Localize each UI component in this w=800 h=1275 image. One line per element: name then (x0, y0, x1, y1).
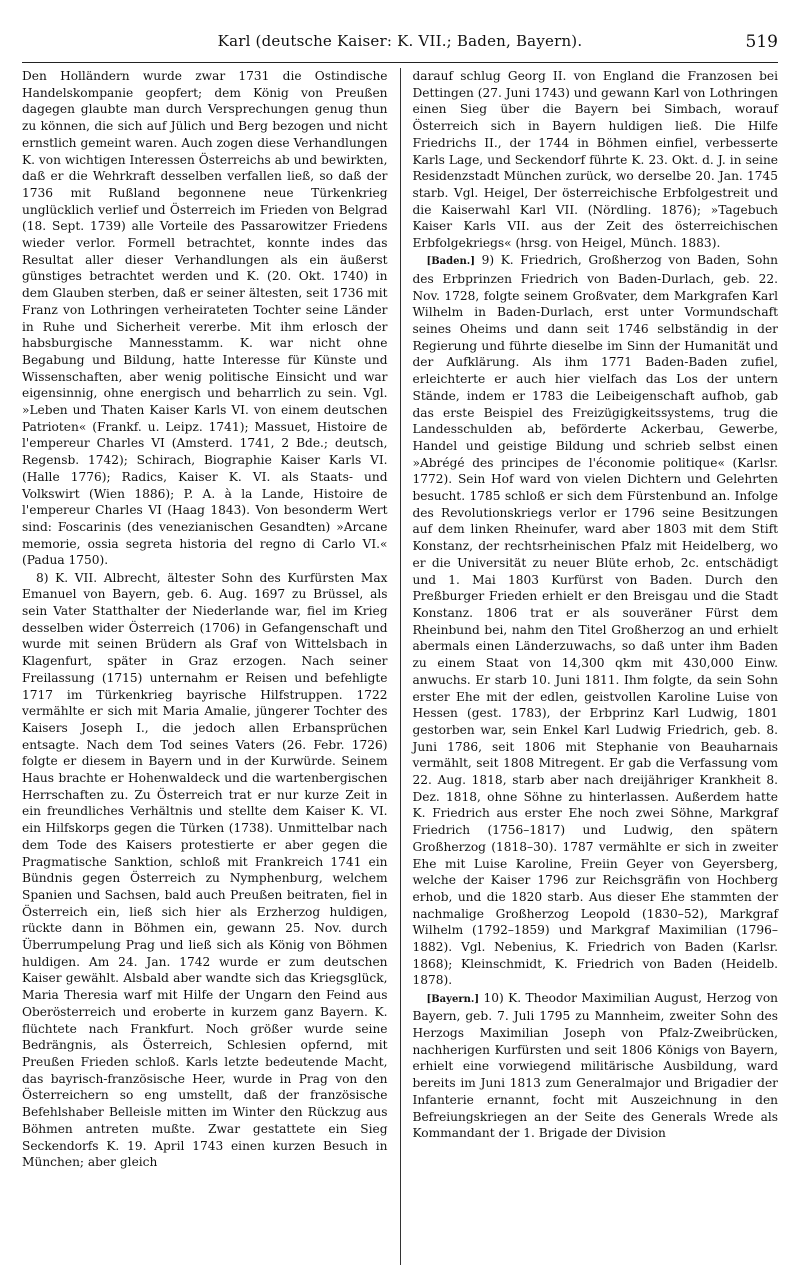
paragraph-karl-friedrich-baden (413, 252, 779, 989)
right-column (413, 68, 779, 1265)
karl-friedrich-text: 9) K. Friedrich, Großherzog von Baden, Sohn des Erbprinzen Friedrich von Baden-Durlach, geb. 22. Nov. 1728, folgte seinem Großvater, dem Markgrafen Karl Wilhelm in Baden-Durlach, erst unter Vormundschaft seines Oheims und dann seit 1746 selbständig in der Regierung und führte dieselbe im Sinn der Humanität und der Aufklärung. Als ihm 1771 Baden-Baden zufiel, erleichterte er auch hier vielfach das Los der untern Stände, indem er 1783 die Leibeigenschaft aufhob, gab das erste Beispiel des Freizügigkeitssystems, trug die Landesschulden ab, beförderte Ackerbau, Gewerbe, Handel und geistige Bildung und schrieb selbst einen »Abrégé des principes de l'économie politique« (Karlsr. 1772). Sein Hof ward von vielen Dichtern und Gelehrten besucht. 1785 schloß er sich dem Fürstenbund an. Infolge des Revolutionskriegs verlor er 1796 seine Besitzungen auf dem linken Rheinufer, ward aber 1803 mit dem Stift Konstanz, der rechtsrheinischen Pfalz mit Heidelberg, wo er die Universität zu neuer Blüte erhob, 2c. entschädigt und 1. Mai 1803 Kurfürst von Baden. Durch den Preßburger Frieden erhielt er den Breisgau und die Stadt Konstanz. 1806 trat er als souveräner Fürst dem Rheinbund bei, nahm den Titel Großherzog an und erhielt abermals einen Länderzuwachs, so daß unter ihm Baden zu einem Staat von 14,300 qkm mit 430,000 Einw. anwuchs. Er starb 10. Juni 1811. Ihm folgte, da sein Sohn erster Ehe mit der edlen, geistvollen Karoline Luise von Hessen (gest. 1783), der Erbprinz Karl Ludwig, 1801 gestorben war, sein Enkel Karl Ludwig Friedrich, geb. 8. Juni 1786, seit 1806 mit Stephanie von Beauharnais vermählt, seit 1808 Mitregent. Er gab die Verfassung vom 22. Aug. 1818, starb aber nach dreijähriger Krankheit 8. Dez. 1818, ohne Söhne zu hinterlassen. Außerdem hatte K. Friedrich aus erster Ehe noch zwei Söhne, Markgraf Friedrich (1756–1817) und Ludwig, den spätern Großherzog (1818–30). 1787 vermählte er sich in zweiter Ehe mit Luise Karoline, Freiin Geyer von Geyersberg, welche der Kaiser 1796 zur Reichsgräfin von Hochberg erhob, und die 1820 starb. Aus dieser Ehe stammten der nachmalige Großherzog Leopold (1830–52), Markgraf Wilhelm (1792–1859) und Markgraf Maximilian (1796–1882). Vgl. Nebenius, K. Friedrich von Baden (Karlsr. 1868); Kleinschmidt, K. Friedrich von Baden (Heidelb. 1878). (412, 253, 779, 988)
text-columns (22, 68, 778, 1265)
paragraph-karl-vii-albrecht: 8) K. VII. Albrecht, ältester Sohn des Kurfürsten Max Emanuel von Bayern, geb. 6. Aug. 1697 zu Brüssel, als sein Vater Statthalter der Niederlande war, fiel im Krieg desselben wider Österreich (1706) in Gefangenschaft und wurde mit seinen Brüdern als Graf von Wittelsbach in Klagenfurt, später in Graz erzogen. Nach seiner Freilassung (1715) unternahm er Reisen und befehligte 1717 im Türkenkrieg bayrische Hilfstruppen. 1722 vermählte er sich mit Maria Amalie, jüngerer Tochter des Kaisers Joseph I., die jedoch allen Erbansprüchen entsagte. Nach dem Tod seines Vaters (26. Febr. 1726) folgte er diesem in Bayern und in der Kurwürde. Seinem Haus brachte er Hohenwaldeck und die wartenbergischen Herrschaften zu. Zu Österreich trat er nur kurze Zeit in ein freundliches Verhältnis und stellte dem Kaiser K. VI. ein Hilfskorps gegen die Türken (1738). Unmittelbar nach dem Tode des Kaisers protestierte er aber gegen die Pragmatische Sanktion, schloß mit Frankreich 1741 ein Bündnis gegen Österreich zu Nymphenburg, welchem Spanien und Sachsen, bald auch Preußen beitraten, fiel in Österreich ein, ließ sich hier als Erzherzog huldigen, rückte dann in Böhmen ein, gewann 25. Nov. durch Überrumpelung Prag und ließ sich als König von Böhmen huldigen. Am 24. Jan. 1742 wurde er zum deutschen Kaiser gewählt. Alsbald aber wandte sich das Kriegsglück, Maria Theresia warf mit Hilfe der Ungarn den Feind aus Oberösterreich und eroberte in kurzem ganz Bayern. K. flüchtete nach Frankfurt. Noch größer wurde seine Bedrängnis, als Österreich, Schlesien opfernd, mit Preußen Frieden schloß. Karls letzte bedeutende Macht, das bayrisch-französische Heer, wurde in Prag von den Österreichern so eng umstellt, daß der französische Befehlshaber Belleisle mitten im Winter den Rückzug aus Böhmen antreten mußte. Zwar gestattete ein Sieg Seckendorfs K. 19. April 1743 einen kurzen Besuch in München; aber gleich (22, 570, 388, 1170)
section-tag-bayern: [Bayern.] (426, 993, 480, 1005)
page-header (22, 28, 778, 63)
running-title: Karl (deutsche Kaiser: K. VII.; Baden, Bayern). (217, 32, 583, 50)
paragraph-karl-vi-continuation: Den Holländern wurde zwar 1731 die Ostindische Handelskompanie geopfert; dem König von Preußen dagegen glaubte man durch Versprechungen genug thun zu können, die sich auf Jülich und Berg bezogen und nicht ernstlich gemeint waren. Auch zogen diese Verhandlungen K. von wichtigen Interessen Österreichs ab und bewirkten, daß er die Wehrkraft desselben verfallen ließ, so daß der 1736 mit Rußland begonnene neue Türkenkrieg unglücklich verlief und Österreich im Frieden von Belgrad (18. Sept. 1739) alle Vorteile des Passarowitzer Friedens wieder verlor. Formell betrachtet, konnte indes das Resultat aller dieser Verhandlungen als ein äußerst günstiges betrachtet werden und K. (20. Okt. 1740) in dem Glauben sterben, daß er seiner ältesten, seit 1736 mit Franz von Lothringen verheirateten Tochter seine Länder in Ruhe und Sicherheit vererbe. Mit ihm erlosch der habsburgische Mannesstamm. K. war nicht ohne Begabung und Bildung, hatte Interesse für Künste und Wissenschaften, aber wenig politische Einsicht und war eigensinnig, ohne energisch und beharrlich zu sein. Vgl. »Leben und Thaten Kaiser Karls VI. von einem deutschen Patrioten« (Frankf. u. Leipz. 1741); Massuet, Histoire de l'empereur Charles VI (Amsterd. 1741, 2 Bde.; deutsch, Regensb. 1742); Schirach, Biographie Kaiser Karls VI. (Halle 1776); Radics, Kaiser K. VI. als Staats- und Volkswirt (Wien 1886); P. A. à la Lande, Histoire de l'empereur Charles VI (Haag 1843). Von besonderm Wert sind: Foscarinis (des venezianischen Gesandten) »Arcane memorie, ossia segreta historia del regno di Carlo VI.« (Padua 1750). (22, 69, 388, 568)
section-tag-baden: [Baden.] (426, 256, 476, 268)
page-number: 519 (745, 32, 778, 52)
karl-theodor-text: 10) K. Theodor Maximilian August, Herzog von Bayern, geb. 7. Juli 1795 zu Mannheim, zweiter Sohn des Herzogs Maximilian Joseph von Pfalz-Zweibrücken, nachherigen Kurfürsten und seit 1806 Königs von Bayern, erhielt eine vorwiegend militärische Ausbildung, ward bereits im Juni 1813 zum Generalmajor und Brigadier der Infanterie ernannt, focht mit Auszeichnung in den Befreiungskriegen an der Seite des Generals Wrede als Kommandant der 1. Brigade der Division (412, 990, 779, 1141)
paragraph-karl-theodor-bayern (413, 990, 779, 1142)
left-column (22, 68, 388, 1265)
paragraph-karl-vii-conclusion: darauf schlug Georg II. von England die Franzosen bei Dettingen (27. Juni 1743) und gewann Karl von Lothringen einen Sieg über die Bayern bei Simbach, worauf Österreich sich in Bayern huldigen ließ. Die Hilfe Friedrichs II., der 1744 in Böhmen einfiel, verbesserte Karls Lage, und Seckendorf führte K. 23. Okt. d. J. in seine Residenzstadt München zurück, wo derselbe 20. Jan. 1745 starb. Vgl. Heigel, Der österreichische Erbfolgestreit und die Kaiserwahl Karl VII. (Nördling. 1876); »Tagebuch Kaiser Karls VII. aus der Zeit des österreichischen Erbfolgekriegs« (hrsg. von Heigel, Münch. 1883). (412, 69, 779, 251)
column-divider (400, 68, 401, 1265)
